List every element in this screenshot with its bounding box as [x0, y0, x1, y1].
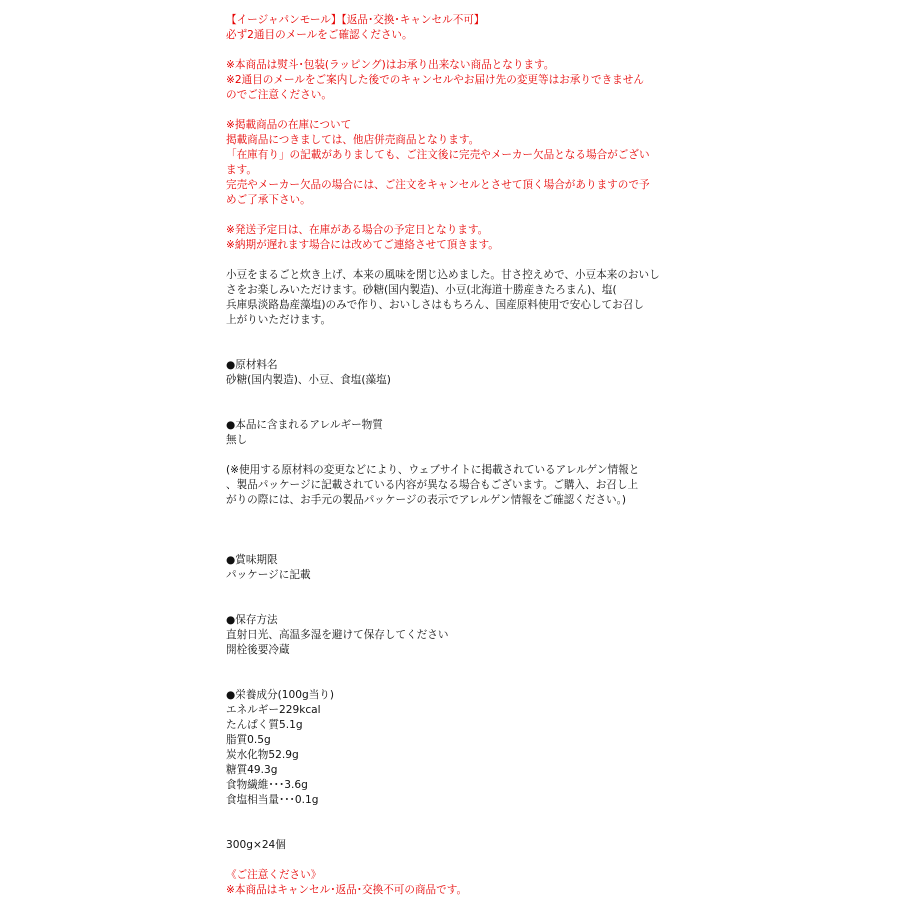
storage-heading: ●保存方法 [226, 614, 278, 626]
description-line: 小豆をまるごと炊き上げ、本来の風味を閉じ込めました。甘さ控えめで、小豆本来のおいし [226, 269, 660, 281]
nutrition-line: 脂質0.5g [226, 734, 271, 746]
closing-notice-line: ※本商品はキャンセル･返品･交換不可の商品です。 [226, 884, 468, 896]
closing-notice [226, 868, 666, 898]
description-line: さをお楽しみいただけます。砂糖(国内製造)、小豆(北海道十勝産きたろまん)、塩( [226, 284, 617, 296]
ingredients-text: 砂糖(国内製造)、小豆、食塩(藻塩) [226, 374, 391, 386]
allergens-text: 無し [226, 434, 248, 446]
confirm-email-line: 必ず2通目のメールをご確認ください。 [226, 29, 413, 41]
nutrition-line: 食塩相当量･･･0.1g [226, 794, 319, 806]
top-notice [226, 13, 666, 43]
description-line: 上がりいただけます。 [226, 314, 332, 326]
shipping-notice-line: ※発送予定日は、在庫がある場合の予定日となります。 [226, 224, 489, 236]
description-line: 兵庫県淡路島産藻塩)のみで作り、おいしさはもちろん、国産原料使用で安心してお召し [226, 299, 644, 311]
quantity-text: 300g×24個 [226, 839, 286, 851]
product-description [226, 268, 666, 328]
stock-notice-line: ※掲載商品の在庫について [226, 119, 352, 131]
shipping-notice-line: ※納期が遅れます場合には改めてご連絡させて頂きます。 [226, 239, 499, 251]
best-before-section [226, 553, 666, 583]
nutrition-line: 食物繊維･･･3.6g [226, 779, 308, 791]
nutrition-section [226, 688, 666, 808]
closing-notice-heading: 《ご注意ください》 [226, 869, 322, 881]
nutrition-line: 糖質49.3g [226, 764, 278, 776]
ingredients-heading: ●原材料名 [226, 359, 278, 371]
allergen-note-line: (※使用する原材料の変更などにより、ウェブサイトに掲載されているアレルゲン情報と [226, 464, 640, 476]
cancel-notice-line: のでご注意ください。 [226, 89, 332, 101]
nutrition-heading: ●栄養成分(100g当り) [226, 689, 335, 701]
stock-notice [226, 118, 666, 208]
wrapping-notice-line: ※本商品は熨斗･包装(ラッピング)はお承り出来ない商品となります。 [226, 59, 555, 71]
nutrition-line: たんぱく質5.1g [226, 719, 303, 731]
allergens-section [226, 418, 666, 508]
best-before-heading: ●賞味期限 [226, 554, 278, 566]
allergen-note-line: がりの際には、お手元の製品パッケージの表示でアレルゲン情報をご確認ください。) [226, 494, 627, 506]
cancel-notice-line: ※2通目のメールをご案内した後でのキャンセルやお届け先の変更等はお承りできません [226, 74, 644, 86]
nutrition-line: エネルギー229kcal [226, 704, 321, 716]
ingredients-section [226, 358, 666, 388]
product-description-document [226, 13, 666, 898]
stock-notice-line: ます。 [226, 164, 257, 176]
nutrition-line: 炭水化物52.9g [226, 749, 299, 761]
storage-line: 直射日光、高温多湿を避けて保存してください [226, 629, 449, 641]
shop-notice-line: 【イージャパンモール】【返品･交換･キャンセル不可】 [226, 14, 485, 26]
stock-notice-line: 「在庫有り」の記載がありましても、ご注文後に完売やメーカー欠品となる場合がござい [226, 149, 650, 161]
wrapping-notice [226, 58, 666, 103]
storage-section [226, 613, 666, 658]
shipping-notice [226, 223, 666, 253]
stock-notice-line: 掲載商品につきましては、他店併売商品となります。 [226, 134, 480, 146]
allergens-heading: ●本品に含まれるアレルギー物質 [226, 419, 383, 431]
stock-notice-line: めご了承下さい。 [226, 194, 311, 206]
allergen-note-line: 、製品パッケージに記載されている内容が異なる場合もございます。ご購入、お召し上 [226, 479, 639, 491]
best-before-text: パッケージに記載 [226, 569, 311, 581]
stock-notice-line: 完売やメーカー欠品の場合には、ご注文をキャンセルとさせて頂く場合がありますので予 [226, 179, 650, 191]
storage-line: 開栓後要冷蔵 [226, 644, 290, 656]
